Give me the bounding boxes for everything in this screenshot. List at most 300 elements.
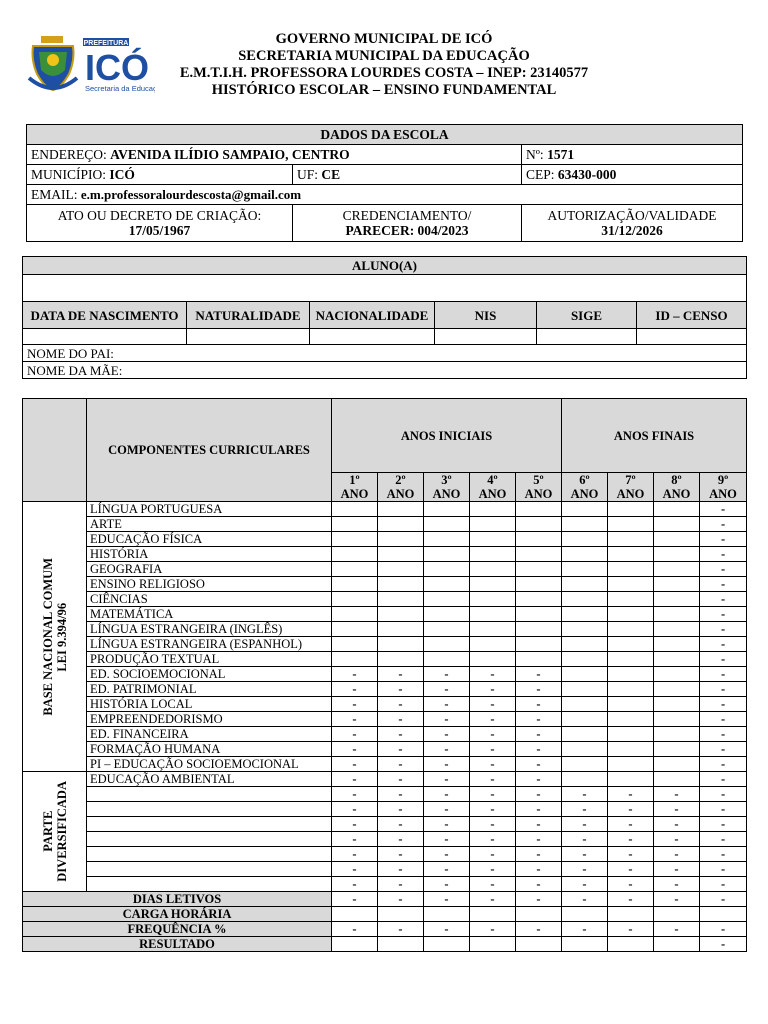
table-row: [23, 742, 747, 757]
grade-cell: -: [700, 742, 747, 757]
logo-prefeitura: PREFEITURA: [83, 40, 129, 47]
grade-cell: -: [332, 727, 378, 742]
grade-cell: -: [562, 802, 608, 817]
grade-cell: [562, 547, 608, 562]
grade-cell: [562, 772, 608, 787]
grade-cell: [608, 607, 654, 622]
grade-cell: [654, 712, 700, 727]
component-name: EDUCAÇÃO FÍSICA: [87, 532, 332, 547]
grade-cell: -: [332, 697, 378, 712]
grade-cell: -: [700, 562, 747, 577]
number-field: Nº: 1571: [522, 145, 743, 165]
grade-cell: [654, 697, 700, 712]
grade-cell: -: [654, 847, 700, 862]
grade-cell: -: [516, 712, 562, 727]
grade-cell: -: [470, 697, 516, 712]
grade-cell: [654, 502, 700, 517]
table-row: [23, 622, 747, 637]
grade-cell: -: [378, 877, 424, 892]
creation-decree-field: ATO OU DECRETO DE CRIAÇÃO: 17/05/1967: [27, 205, 293, 242]
grade-cell: [562, 577, 608, 592]
grade-cell: [424, 592, 470, 607]
grade-cell: -: [424, 772, 470, 787]
grade-cell: -: [608, 787, 654, 802]
component-name: HISTÓRIA LOCAL: [87, 697, 332, 712]
table-row: [23, 877, 747, 892]
year-header-1: 1º ANO: [332, 473, 378, 502]
grade-cell: -: [332, 742, 378, 757]
grade-cell: [332, 907, 378, 922]
base-nacional-label: BASE NACIONAL COMUM LEI 9.394/96: [23, 502, 87, 772]
grade-cell: [470, 592, 516, 607]
accreditation-field: CREDENCIAMENTO/ PARECER: 004/2023: [293, 205, 522, 242]
grade-cell: -: [700, 772, 747, 787]
component-name: LÍNGUA PORTUGUESA: [87, 502, 332, 517]
table-row: [23, 547, 747, 562]
grade-cell: [378, 577, 424, 592]
table-row: [23, 532, 747, 547]
grade-cell: -: [608, 847, 654, 862]
grade-cell: [378, 607, 424, 622]
grade-cell: -: [470, 892, 516, 907]
grade-cell: [470, 622, 516, 637]
header-line-1: GOVERNO MUNICIPAL DE ICÓ: [275, 31, 493, 47]
grade-cell: [332, 502, 378, 517]
grade-cell: -: [608, 832, 654, 847]
grade-cell: -: [700, 577, 747, 592]
grade-cell: -: [654, 877, 700, 892]
table-row: [23, 757, 747, 772]
grade-cell: -: [700, 877, 747, 892]
table-row: [23, 592, 747, 607]
component-name: CARGA HORÁRIA: [23, 907, 332, 922]
grade-cell: [562, 532, 608, 547]
grade-cell: -: [378, 712, 424, 727]
grade-cell: [378, 622, 424, 637]
grade-cell: [332, 622, 378, 637]
component-name: ED. SOCIOEMOCIONAL: [87, 667, 332, 682]
grade-cell: -: [700, 892, 747, 907]
grade-cell: -: [470, 742, 516, 757]
grade-cell: -: [608, 817, 654, 832]
grade-cell: -: [700, 517, 747, 532]
table-row: [23, 772, 747, 787]
grade-cell: [516, 517, 562, 532]
grade-cell: -: [562, 922, 608, 937]
component-name: ENSINO RELIGIOSO: [87, 577, 332, 592]
grade-cell: -: [700, 727, 747, 742]
grade-cell: [608, 547, 654, 562]
grade-cell: -: [516, 847, 562, 862]
grade-cell: [378, 562, 424, 577]
grade-cell: [608, 517, 654, 532]
grade-cell: [608, 757, 654, 772]
grade-cell: [562, 592, 608, 607]
grade-cell: [470, 502, 516, 517]
grade-cell: [424, 562, 470, 577]
grade-cell: -: [516, 742, 562, 757]
address-field: ENDEREÇO: AVENIDA ILÍDIO SAMPAIO, CENTRO: [27, 145, 522, 165]
year-header-7: 7º ANO: [608, 473, 654, 502]
grade-cell: -: [654, 832, 700, 847]
grade-cell: -: [700, 787, 747, 802]
grade-cell: [470, 637, 516, 652]
grade-cell: -: [424, 847, 470, 862]
year-header-6: 6º ANO: [562, 473, 608, 502]
parte-diversificada-label: PARTE DIVERSIFICADA: [23, 772, 87, 892]
header-line-2: SECRETARIA MUNICIPAL DA EDUCAÇÃO: [238, 48, 530, 64]
school-data-table: [26, 124, 743, 242]
grade-cell: -: [700, 817, 747, 832]
grade-cell: [608, 622, 654, 637]
table-row: [23, 817, 747, 832]
grade-cell: -: [700, 802, 747, 817]
grade-cell: [562, 937, 608, 952]
grade-cell: -: [700, 832, 747, 847]
grade-cell: -: [332, 817, 378, 832]
grade-cell: -: [516, 922, 562, 937]
grade-cell: -: [700, 922, 747, 937]
grade-cell: [516, 562, 562, 577]
grade-cell: -: [332, 802, 378, 817]
grade-cell: [562, 727, 608, 742]
year-header-8: 8º ANO: [654, 473, 700, 502]
table-row: [23, 697, 747, 712]
grades-table: [22, 398, 747, 952]
grade-cell: -: [700, 637, 747, 652]
grade-cell: -: [700, 697, 747, 712]
grade-cell: [562, 562, 608, 577]
grade-cell: -: [470, 667, 516, 682]
grade-cell: -: [562, 847, 608, 862]
grade-cell: -: [562, 787, 608, 802]
grade-cell: -: [424, 727, 470, 742]
grade-cell: [654, 772, 700, 787]
grade-cell: [562, 517, 608, 532]
grade-cell: [378, 532, 424, 547]
component-name: PRODUÇÃO TEXTUAL: [87, 652, 332, 667]
grade-cell: -: [470, 877, 516, 892]
city-field: MUNICÍPIO: ICÓ: [27, 165, 293, 185]
grade-cell: [378, 517, 424, 532]
grade-cell: [608, 652, 654, 667]
grade-cell: [378, 502, 424, 517]
grade-cell: [608, 907, 654, 922]
grade-cell: [654, 562, 700, 577]
grade-cell: -: [424, 787, 470, 802]
grade-cell: -: [424, 682, 470, 697]
grade-cell: [332, 547, 378, 562]
grade-cell: [562, 682, 608, 697]
component-name: GEOGRAFIA: [87, 562, 332, 577]
grade-cell: -: [654, 862, 700, 877]
grade-cell: -: [562, 862, 608, 877]
grade-cell: -: [424, 892, 470, 907]
grade-cell: [378, 592, 424, 607]
grade-cell: [332, 532, 378, 547]
grade-cell: [654, 757, 700, 772]
zipcode-field: CEP: 63430-000: [522, 165, 743, 185]
grade-cell: -: [378, 667, 424, 682]
grade-cell: -: [378, 832, 424, 847]
grade-cell: -: [654, 817, 700, 832]
grade-cell: -: [516, 787, 562, 802]
grade-cell: [654, 547, 700, 562]
grade-cell: -: [378, 787, 424, 802]
grade-cell: [654, 607, 700, 622]
grade-cell: [470, 652, 516, 667]
grade-cell: [654, 907, 700, 922]
grade-cell: -: [332, 712, 378, 727]
component-name: LÍNGUA ESTRANGEIRA (ESPANHOL): [87, 637, 332, 652]
grade-cell: -: [470, 832, 516, 847]
nationality-value: [310, 329, 435, 345]
grade-cell: -: [332, 892, 378, 907]
table-row: [23, 862, 747, 877]
authorization-field: AUTORIZAÇÃO/VALIDADE 31/12/2026: [522, 205, 743, 242]
component-name: [87, 817, 332, 832]
grade-cell: [562, 712, 608, 727]
col-birthplace: NATURALIDADE: [187, 302, 310, 329]
grade-cell: -: [378, 772, 424, 787]
grade-cell: -: [516, 682, 562, 697]
grade-cell: [332, 517, 378, 532]
grade-cell: -: [470, 757, 516, 772]
grade-cell: -: [424, 667, 470, 682]
grade-cell: -: [516, 772, 562, 787]
table-row: [23, 727, 747, 742]
grade-cell: -: [700, 652, 747, 667]
grade-cell: [654, 622, 700, 637]
grade-cell: -: [378, 817, 424, 832]
grade-cell: [378, 637, 424, 652]
grade-cell: -: [378, 847, 424, 862]
grade-cell: [654, 937, 700, 952]
grade-cell: -: [424, 712, 470, 727]
grade-cell: -: [470, 682, 516, 697]
grade-cell: -: [654, 922, 700, 937]
grade-cell: [700, 907, 747, 922]
grades-corner: [23, 399, 87, 502]
student-title: ALUNO(A): [23, 257, 747, 275]
student-name-field: [23, 275, 747, 302]
grade-cell: [608, 742, 654, 757]
grade-cell: [470, 532, 516, 547]
initial-years-header: ANOS INICIAIS: [332, 399, 562, 473]
grade-cell: [654, 727, 700, 742]
grade-cell: [608, 532, 654, 547]
component-name: CIÊNCIAS: [87, 592, 332, 607]
grade-cell: [424, 937, 470, 952]
grade-cell: [516, 502, 562, 517]
year-header-4: 4º ANO: [470, 473, 516, 502]
logo-city: ICÓ: [85, 47, 150, 88]
grade-cell: [654, 637, 700, 652]
grade-cell: -: [654, 802, 700, 817]
school-logo: [27, 34, 155, 96]
grade-cell: -: [562, 817, 608, 832]
grade-cell: [424, 532, 470, 547]
table-row: [23, 667, 747, 682]
grade-cell: -: [700, 547, 747, 562]
grade-cell: [516, 532, 562, 547]
birthplace-value: [187, 329, 310, 345]
grade-cell: [332, 652, 378, 667]
grade-cell: -: [378, 802, 424, 817]
grade-cell: -: [424, 802, 470, 817]
table-row: [23, 607, 747, 622]
grade-cell: [562, 697, 608, 712]
year-header-3: 3º ANO: [424, 473, 470, 502]
grade-cell: [608, 772, 654, 787]
header-line-3: E.M.T.I.H. PROFESSORA LOURDES COSTA – INEP: 23140577: [179, 65, 589, 81]
father-name-field: NOME DO PAI:: [23, 345, 747, 362]
grade-cell: -: [378, 862, 424, 877]
table-row: [23, 937, 747, 952]
grade-cell: [424, 547, 470, 562]
grade-cell: [608, 697, 654, 712]
grade-cell: [470, 547, 516, 562]
grade-cell: [424, 502, 470, 517]
grade-cell: [332, 937, 378, 952]
grade-cell: [470, 517, 516, 532]
component-name: FORMAÇÃO HUMANA: [87, 742, 332, 757]
grade-cell: [332, 637, 378, 652]
grade-cell: -: [378, 757, 424, 772]
grade-cell: [654, 742, 700, 757]
grade-cell: [654, 532, 700, 547]
grade-cell: -: [516, 727, 562, 742]
grade-cell: -: [470, 922, 516, 937]
grade-cell: -: [700, 667, 747, 682]
grade-cell: -: [700, 622, 747, 637]
grade-cell: -: [378, 682, 424, 697]
grade-cell: -: [700, 757, 747, 772]
grade-cell: -: [332, 682, 378, 697]
grade-cell: -: [654, 892, 700, 907]
grade-cell: [654, 592, 700, 607]
school-data-title: DADOS DA ESCOLA: [27, 125, 743, 145]
table-row: [23, 892, 747, 907]
component-name: EMPREENDEDORISMO: [87, 712, 332, 727]
grade-cell: [470, 577, 516, 592]
grade-cell: -: [516, 802, 562, 817]
grade-cell: -: [700, 712, 747, 727]
grade-cell: -: [608, 892, 654, 907]
table-row: [23, 682, 747, 697]
table-row: [23, 637, 747, 652]
grade-cell: [608, 502, 654, 517]
grade-cell: -: [700, 847, 747, 862]
grade-cell: -: [424, 922, 470, 937]
component-name: RESULTADO: [23, 937, 332, 952]
grade-cell: -: [562, 832, 608, 847]
grade-cell: -: [516, 832, 562, 847]
col-id-censo: ID – CENSO: [637, 302, 747, 329]
grade-cell: [332, 607, 378, 622]
grade-cell: [654, 577, 700, 592]
grade-cell: -: [700, 532, 747, 547]
grade-cell: -: [608, 802, 654, 817]
grade-cell: [424, 517, 470, 532]
logo-dept: Secretaria da Educaç: [85, 84, 155, 93]
grade-cell: -: [516, 892, 562, 907]
grade-cell: -: [700, 607, 747, 622]
grade-cell: [516, 592, 562, 607]
state-field: UF: CE: [293, 165, 522, 185]
grade-cell: -: [378, 727, 424, 742]
component-name: MATEMÁTICA: [87, 607, 332, 622]
table-row: [23, 832, 747, 847]
col-sige: SIGE: [537, 302, 637, 329]
component-name: [87, 877, 332, 892]
grade-cell: [516, 622, 562, 637]
grade-cell: [424, 622, 470, 637]
component-name: [87, 847, 332, 862]
year-header-9: 9º ANO: [700, 473, 747, 502]
component-name: EDUCAÇÃO AMBIENTAL: [87, 772, 332, 787]
grade-cell: -: [516, 862, 562, 877]
component-name: [87, 787, 332, 802]
grade-cell: -: [608, 862, 654, 877]
email-field: EMAIL: e.m.professoralourdescosta@gmail.com: [27, 185, 743, 205]
grade-cell: -: [470, 772, 516, 787]
table-row: [23, 502, 747, 517]
document-header: [160, 31, 608, 99]
municipal-coat-of-arms-icon: [29, 36, 77, 90]
grade-cell: -: [424, 877, 470, 892]
grade-cell: -: [332, 787, 378, 802]
table-row: [23, 922, 747, 937]
col-nationality: NACIONALIDADE: [310, 302, 435, 329]
grade-cell: -: [332, 877, 378, 892]
grade-cell: -: [516, 877, 562, 892]
grade-cell: -: [608, 877, 654, 892]
grade-cell: [470, 907, 516, 922]
grade-cell: -: [424, 862, 470, 877]
grade-cell: [470, 562, 516, 577]
component-name: FREQUÊNCIA %: [23, 922, 332, 937]
grade-cell: -: [424, 757, 470, 772]
grade-cell: [470, 937, 516, 952]
table-row: [23, 847, 747, 862]
grade-cell: [562, 757, 608, 772]
grade-cell: [516, 607, 562, 622]
grade-cell: [562, 622, 608, 637]
birthdate-value: [23, 329, 187, 345]
grade-cell: -: [470, 847, 516, 862]
components-header: COMPONENTES CURRICULARES: [87, 399, 332, 502]
grade-cell: -: [562, 877, 608, 892]
grade-cell: -: [516, 697, 562, 712]
grade-cell: -: [470, 787, 516, 802]
grade-cell: [424, 607, 470, 622]
grade-cell: -: [516, 757, 562, 772]
grade-cell: -: [332, 832, 378, 847]
grade-cell: -: [378, 697, 424, 712]
grade-cell: -: [470, 862, 516, 877]
grade-cell: -: [700, 592, 747, 607]
grade-cell: -: [470, 817, 516, 832]
grade-cell: -: [700, 502, 747, 517]
grade-cell: -: [470, 712, 516, 727]
year-header-5: 5º ANO: [516, 473, 562, 502]
grade-cell: -: [516, 667, 562, 682]
grade-cell: -: [608, 922, 654, 937]
grade-cell: [516, 937, 562, 952]
grade-cell: -: [332, 922, 378, 937]
grade-cell: -: [424, 817, 470, 832]
